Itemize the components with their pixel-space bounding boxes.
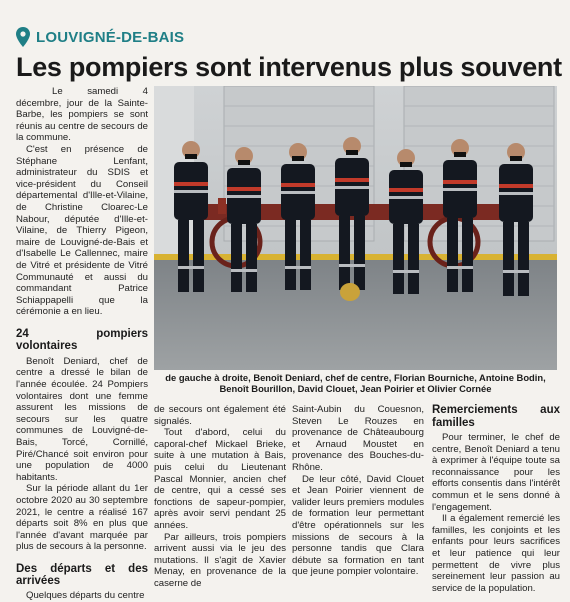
paragraph: Le samedi 4 décembre, jour de la Sainte-Barbe, les pompiers se sont réunis au centre de secours de la commune. [16,86,148,144]
paragraph: C'est en présence de Stéphane Lenfant, administrateur du SDIS et vice-président du Conseil départemental d'Ille-et-Vilaine, de Christine Cloarec-Le Nabour, députée d'Ille-et-Vilaine, de Thierry Pigeon, maire de Louvigné-de-Bais et d'Isabelle Le Callennec, maire de Vitré et présidente de Vitré Communauté et aussi du commandant Patrice Schiappapelli que la cérémonie a en lieu. [16,143,148,318]
paragraph: Tout d'abord, celui du caporal-chef Mickael Brieke, suite à une mutation à Bais, puis celui du Lieutenant Pascal Monnier, ancien chef de centre, qui a cessé ses fonctions de sapeur-pompier, après avoir servi pendant 25 années. [154,427,286,531]
paragraph: de secours ont également été signalés. [154,404,286,427]
helmet-icon [340,283,360,301]
paragraph: Par ailleurs, trois pompiers arrivent aussi via le jeu des mutations. Il s'agit de Xavier Menay, en provenance de la caserne de [154,531,286,589]
paragraph: Benoît Deniard, chef de centre a dressé le bilan de l'année écoulée. 24 Pompiers volontaires dont une femme assurent les missions de secours sur les quatre communes de Louvigné-de-Bais, Torcé, Cornillé, Piré/Chancé soit environ pour une population de 4000 habitants. [16,355,148,483]
article-column-3 [292,404,424,578]
section-subheading: Des départs et des arrivées [16,562,148,588]
article-column-4 [432,404,560,594]
firefighters-group-photo [154,86,557,370]
paragraph: Sur la période allant du 1er octobre 2020 au 30 septembre 2021, le centre a réalisé 167 départs soit 8% en plus que l'année d'avant marquée par plus de secours à la personne. [16,483,148,553]
location-bar [16,25,184,49]
paragraph: Il a également remercié les familles, les conjoints et les enfants pour leurs sacrifices et leur patience qui leur permettent de vivre plus sereinement leur passion au service de la population. [432,513,560,594]
article-column-1 [16,86,148,602]
paragraph: Pour terminer, le chef de centre, Benoît Deniard a tenu à exprimer à l'équipe toute sa reconnaissance pour les efforts consentis dans l'intérêt commun et le sens donné à l'engagement. [432,432,560,513]
location-label: LOUVIGNÉ-DE-BAIS [36,28,185,46]
article-headline: Les pompiers sont intervenus plus souvent [16,52,562,82]
map-pin-icon [16,27,30,47]
paragraph: De leur côté, David Clouet et Jean Poirier viennent de valider leurs premiers modules de formation leur permettant d'être opérationnels sur les missions de secours à la personne tandis que Clara débute sa formation en tant que jeune pompier volontaire. [292,473,424,578]
photo-caption: de gauche à droite, Benoît Deniard, chef de centre, Florian Bourniche, Antoine Bodin, Benoît Bourillon, David Clouet, Jean Poirier et Olivier Cornée [165,372,546,394]
article-column-2 [154,404,286,590]
paragraph: Saint-Aubin du Couesnon, Steven Le Rouzes en provenance de Châteaubourg et Arnaud Moustet en provenance des Bouches-du-Rhône. [292,404,424,473]
section-subheading: 24 pompiers volontaires [16,327,148,353]
section-subheading: Remerciements aux familles [432,404,560,429]
paragraph: Quelques départs du centre [26,589,145,601]
